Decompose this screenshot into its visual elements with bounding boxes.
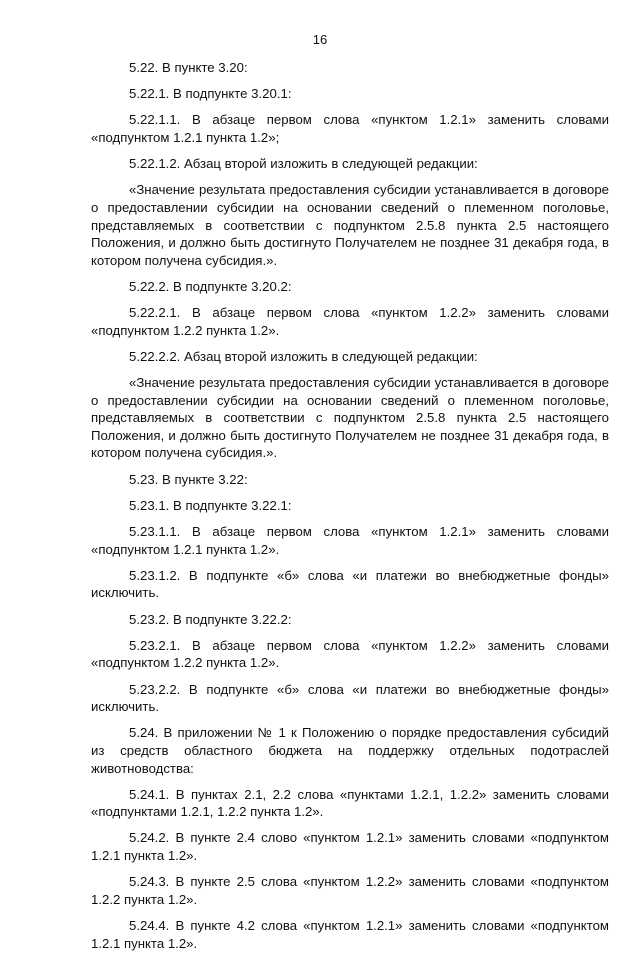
paragraph-5-23: 5.23. В пункте 3.22: [129,471,248,487]
paragraph-5-22: 5.22. В пункте 3.20: [129,60,248,75]
document-body [91,59,609,961]
paragraph-quote-1: «Значение результата предоставления субсидии устанавливается в договоре о предоставлении субсидии на основании сведений о племенном поголовье, представляемых в соответствии с подпунктом 2.5.8 пункта 2.5 настоящего Положения, и должно быть достигнуто Получателем не позднее 31 декабря года, в котором получена субсидия.». [91,182,609,268]
paragraph-5-24-3: 5.24.3. В пункте 2.5 слова «пунктом 1.2.2» заменить словами «подпунктом 1.2.2 пункта 1.2». [91,874,609,907]
paragraph-5-24: 5.24. В приложении № 1 к Положению о порядке предоставления субсидий из средств областного бюджета на поддержку отдельных подотраслей животноводства: [91,725,609,776]
paragraph-5-24-4: 5.24.4. В пункте 4.2 слова «пунктом 1.2.1» заменить словами «подпунктом 1.2.1 пункта 1.2». [91,918,609,951]
paragraph-5-24-2: 5.24.2. В пункте 2.4 слово «пунктом 1.2.1» заменить словами «подпунктом 1.2.1 пункта 1.2». [91,830,609,864]
paragraph-5-22-2: 5.22.2. В подпункте 3.20.2: [129,278,292,294]
paragraph-5-23-2-2: 5.23.2.2. В подпункте «б» слова «и платежи во внебюджетные фонды» исключить. [91,681,609,715]
paragraph-5-22-1-1: 5.22.1.1. В абзаце первом слова «пунктом 1.2.1» заменить словами «подпунктом 1.2.1 пункта 1.2»; [91,112,609,145]
paragraph-5-22-1-2: 5.22.1.2. Абзац второй изложить в следующей редакции: [129,156,478,172]
paragraph-5-23-1-1: 5.23.1.1. В абзаце первом слова «пунктом 1.2.1» заменить словами «подпунктом 1.2.1 пункта 1.2». [91,524,609,557]
paragraph-5-23-2: 5.23.2. В подпункте 3.22.2: [129,611,292,627]
paragraph-quote-2: «Значение результата предоставления субсидии устанавливается в договоре о предоставлении субсидии на основании сведений о племенном поголовье, представляемых в соответствии с подпунктом 2.5.8 пункта 2.5 настоящего Положения, и должно быть достигнуто Получателем не позднее 31 декабря года, в котором получена субсидия.». [91,375,609,461]
paragraph-5-24-1: 5.24.1. В пунктах 2.1, 2.2 слова «пунктами 1.2.1, 1.2.2» заменить словами «подпунктами 1.2.1, 1.2.2 пункта 1.2». [91,786,609,820]
paragraph-5-23-1-2: 5.23.1.2. В подпункте «б» слова «и платежи во внебюджетные фонды» исключить. [91,567,609,601]
paragraph-5-22-2-2: 5.22.2.2. Абзац второй изложить в следующей редакции: [129,348,478,364]
paragraph-5-22-1: 5.22.1. В подпункте 3.20.1: [129,86,292,102]
paragraph-5-23-1: 5.23.1. В подпункте 3.22.1: [129,497,292,513]
paragraph-5-22-2-1: 5.22.2.1. В абзаце первом слова «пунктом 1.2.2» заменить словами «подпунктом 1.2.2 пункта 1.2». [91,305,609,338]
page-number: 16 [312,32,328,47]
paragraph-5-23-2-1: 5.23.2.1. В абзаце первом слова «пунктом 1.2.2» заменить словами «подпунктом 1.2.2 пункта 1.2». [91,637,609,671]
